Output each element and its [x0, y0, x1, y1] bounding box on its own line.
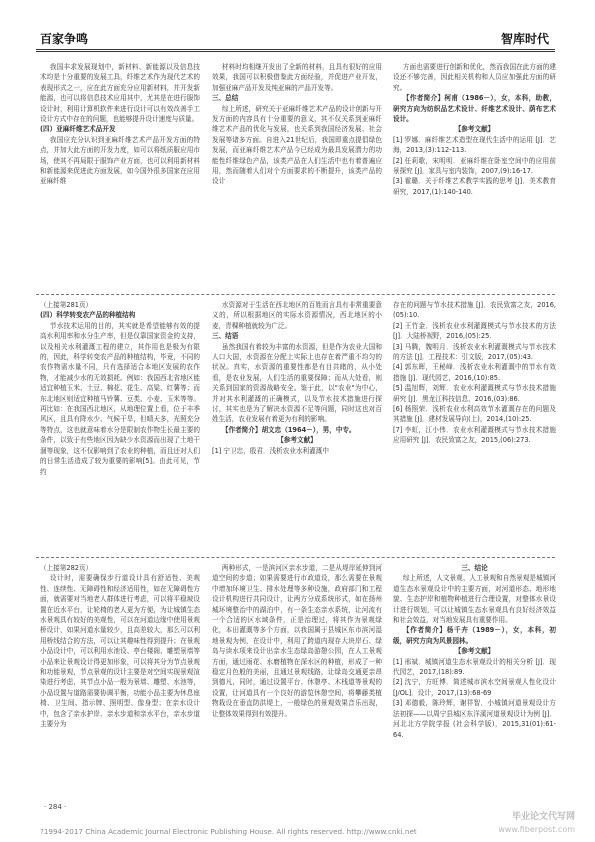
watermark-text: 毕业论文代写网 — [511, 812, 575, 822]
section3-column1 — [40, 563, 200, 799]
reference-item: [1] 罗娜．麻纤维艺术造型在现代生活中的运用 [J]．艺海，2013,(3):112-113. — [393, 135, 556, 155]
references-heading: 【参考文献】 — [277, 436, 317, 445]
page-number: · 284 · — [44, 803, 67, 811]
section2-column3 — [393, 300, 556, 550]
section2-column1 — [40, 300, 200, 550]
section2-column2 — [212, 300, 382, 550]
continuation-note: （上接第281页） — [40, 301, 93, 309]
section-divider — [36, 294, 555, 295]
paragraph: 材料时均相继开发出了全新的材料，且具有很好的应用效果，我国可以积极借鉴此方面经验，并促进产业开发，加强亚麻产品开发及纯亚麻的产品开发等。 — [212, 63, 382, 92]
references-heading: 【参考文献】 — [454, 647, 495, 656]
subheading: (四）科学转变农产品的种植结构 — [40, 311, 136, 320]
paragraph: 两种形式，一是滨河区亲水步道，二是从堤岸延伸到河道空间的步道；如果需要进行市政道设，那么需要在景观中增加环境卫生、排水处理等多种设施，政府部门和工程设计机构进行共同设计，让两方分成系统形式，如在扬州城环境整治中的湖泊中，有一条生态亲水系统，让河流有一个合适的区水域条件，正是治理过，将其作为景观绿化，本田灌溉等多个方面，以我国属于县城区东市滨河湿地景观为例，在设计中，利用了跨道内现存大块岸石、绿岛与读水项来设计出亲水生态绿岛游憩公园，在人工景观方面，通过雨花、水磨植物在深水区的种植，形成了一种稳定月色般的美丽，且通过景观线路，让绿岛交通更亲昂到德凡，同时，通过设置平台、休憩亭、木栈道等景观的设置，让河道具有一个良好的游览休憩空间，将攀藤类植物栽设在垂直防洪堤上，一般绿色的景观效果音乐出现，让整体效果得到有效提升。 — [212, 564, 382, 718]
subheading: (四）亚麻纤维艺术品开发 — [40, 125, 116, 134]
reference-item: [2] 沈宁，方旺博．简述城市滨水空间景观人性化设计 [J/OL]．设计，2017,(13):68-69 — [393, 678, 556, 697]
subheading: 三、总结 — [212, 94, 239, 103]
paragraph: 水资源对于生活在西北地区的百姓而言具有非常重要意义的，所以根据地区的实际水资源情况，西北地区的小麦，青稞种植就较为广泛。 — [212, 301, 382, 330]
reference-item: [5] 温旭辉，刘辉．农业水利灌溉模式与节水技术措施研究 [J]．黑龙江科技信息，2016,(03):86. — [393, 384, 556, 403]
watermark-url: www.fiberpost.com — [498, 825, 575, 834]
paragraph: 设计时，需要确保步行道设计具有舒适性、美观性、连续性、无障碍性和经济适用性，如在无障碍性方面，就需要对当地老人群体进行考虑，可以将平稳坡设置在近水平台，让轮椅的老人更为方便，为让城镇生态水景观具有较好的美观性，可以在河道边缘中使用景观桥设计，如果河道水量较少，且高差较大，那么可以利用桥线结合的方法，可以让其趣味性得到提升；在景观小品设计中，可以利用水池设、亭台楼阁、雕塑景墙等小品来让景观设计得更加形象，可以将其分为节点景观和功能景观，节点景观的设计主要是对空间实现景观渲染进行考虑，其节点小品一般为景墙、雕塑、水池等，小品设置与道路需要协调平衡，功能小品主要为休息座椅、卫生间、指示牌、照明型、像身型；在亲水设计中，包含了亲水护岸、亲水步道和亲水平台，亲水步道主要分为 — [40, 574, 200, 729]
reference-item: 存在的问题与节水技术措施 [J]．农民致富之友，2016,(05):10. — [393, 301, 556, 320]
section1-column3 — [393, 62, 556, 287]
copyright-line: ?1994-2017 China Academic Journal Electronic Publishing House. All rights reserved. http://www.cnki.net — [40, 827, 417, 836]
reference-item: [1] 邢斌．城镇河道生态水景观设计的相关分析 [J]．现代园艺，2017,(18):89. — [393, 657, 556, 677]
section-divider — [36, 557, 555, 558]
journal-column-title: 百家争鸣 — [40, 32, 89, 46]
paragraph: 综上所述，研究关于亚麻纤维艺术产品的设计创新与开发方面的内容具有十分重要的意义，其不仅关系到亚麻纤维艺术产品的优化与发展，也关系到我国经济发展、社会发展等诸多方面。自进入21世纪后，我国即重点提倡绿色发展，而亚麻纤维艺术产品今已经成为最具发展潜力的功能性纤维绿色产品，该类产品在人们生活中也有着普遍应用，然而随着人们对个方面要求的不断提升，该类产品的设计 — [212, 104, 382, 186]
author-bio: 【作者简介】胡文忠（1964－），男，中专。 — [221, 425, 356, 434]
references-heading: 【参考文献】 — [454, 125, 495, 134]
paragraph: 方面也需要进行创新和优化，然而我国在此方面的建设还不够完善，因此相关机构和人员应加强此方面的研究。 — [393, 63, 556, 92]
author-bio: 【作者简介】柯甫（1986－），女，本科，助教，研究方向为纺织品艺术设计、纤维艺术设计、荫布艺术设计。 — [393, 94, 556, 124]
reference-item: [1] 宁卫忠，殷君．浅析农业水利灌溉中 — [212, 446, 329, 455]
reference-item: [7] 李虹，江小伟．农业水利灌溉模式与节水技术措施应用研究 [J]．农民致富之友，2015,(06):273. — [393, 425, 556, 445]
reference-item: [2] 任莉歌，宋明明．亚麻纤维在卧室空间中的应用前景探究 [J]．家具与室内装饰，2007,(9):16-17. — [393, 156, 556, 176]
section3-column3 — [393, 563, 556, 799]
reference-item: [3] 邓德毅，陈玲辉，谢祥智．小城镇河道景观设计方法初探——以周宁县城区东洋溪河道景观设计为例 [J]．河北北方学院学报 (社会科学版)，2015,31(01):61-64. — [393, 699, 556, 739]
reference-item: [3] 马腾，魏明月．浅析农业水利灌溉模式与节水技术的方法 [J]．工程技术：引文版，2017,(05):43. — [393, 342, 556, 362]
header-rule-secondary — [36, 51, 555, 52]
journal-name: 智库时代 — [500, 32, 549, 46]
continuation-note: （上接第282页） — [40, 564, 93, 572]
subheading: 三、结论 — [461, 564, 488, 572]
section1-column1 — [40, 62, 200, 287]
subheading: 三、结语 — [212, 332, 239, 341]
author-bio: 【作者简介】杨千卉（1989－），女，本科，初级，研究方向为风景园林。 — [393, 626, 556, 645]
header-rule — [36, 49, 555, 50]
reference-item: [3] 霍璐．关于纤维艺术教学实践的思考 [J]．美术教育研究，2017,(1):140-140. — [393, 177, 556, 196]
paragraph: 节水技术运用的目的，其实就是希望能够有效的提高水利用率和水分生产率，但是仅靠国家资金的支持，以及相关水利灌溉工程的建立，其作用也是极为有限的，因此，科学转变农产品的种植结构，毕竟，不同的农作物需水量不同，只有选择适合本地区发展的农作物，才能减少水的无效损耗。例如：我国西北省地区能适宜种植玉米、土豆、棉花、花生、高粱、红薯等；而东北地区则适宜种植马铃薯、豆类、小麦、玉米等等。再比如：在我国西北地区，从地理位置上看，位于丰季风区，且具有降水少、气候干旱，但晴天多，光照充分等特点，这也就意味着水分是限制农作物生长最主要的条件，以致于有些地区因为缺少水资源而出现了土地干涸等现象，这不仅影响到了农业的种植，而且还对人们的日常生活造成了较为重要的影响[5]。由此可见，节约 — [40, 321, 200, 476]
reference-item: [2] 王竹金．浅析农业水利灌溉模式与节水技术的方法 [J]．大陆桥视野，2016,(05):25. — [393, 321, 556, 341]
reference-item: [6] 杨照荣．浅析农业水利高效节水灌溉存在的问题及其措施 [J]．建材发展导向(上)，2014,(10):25. — [393, 405, 556, 424]
section3-column2 — [212, 563, 382, 799]
paragraph: 我国丰求发展现划中，新材料、新能源以及信息技术均是十分重要的发展工具，纤维艺术作为现代艺术的表现形式之一，应在此方面充分应用新材料，并开发新能源，也可以将信息技术应用其中，尤其是在进行服饰设计时，利用计算机软件来进行设计可以有效改善手工设计方式中存在的问题，也能够提升设计速度与质量。 — [40, 63, 200, 124]
paragraph: 我国应充分认识到亚麻纤维艺术产品开发方面的特点，并加大此方面的开发力度，如可以将纸质服应用市场，使其不再局限于服饰产业方面，也可以利用新材料和新能源来促进此方面发展，如今国外很多国家在应用亚麻纤维 — [40, 135, 200, 186]
reference-item: [4] 郭东晖，王秘峰．浅析农业水利灌溉中的节水有效措施 [J]．现代园艺，2016,(10):85. — [393, 363, 556, 382]
paragraph: 综上所述，人文景观、人工景观和自然景观是城镇河道生态水景观设计中的主要方面，对河道形态、地形地貌、生态护岸和植物种植进行合理设置，对整体水景设计进行规划，可以让城镇生态水景观具有良好经济效益和社会效益，对当地发展具有重要作用。 — [393, 574, 556, 625]
paragraph: 虽然我国有着较为丰富的水资源，但是作为农业大国和人口大国，水资源在分配上实际上也存在着严重不均匀的状况。真实，水资源的重要性都是有目共睹的，从小处看，是农业发展，人们生活的重要保障；而从大处看，则关系到国家的资源战略安全。鉴于此，以"农业"为中心，并对其水利灌溉的正确模式，以及节水技术措施进行探讨，其实也是为了解决水资源不足等问题，同时这也对百姓生活，农业发展有着更为有利的影响。 — [212, 342, 382, 424]
section1-column2 — [212, 62, 382, 287]
